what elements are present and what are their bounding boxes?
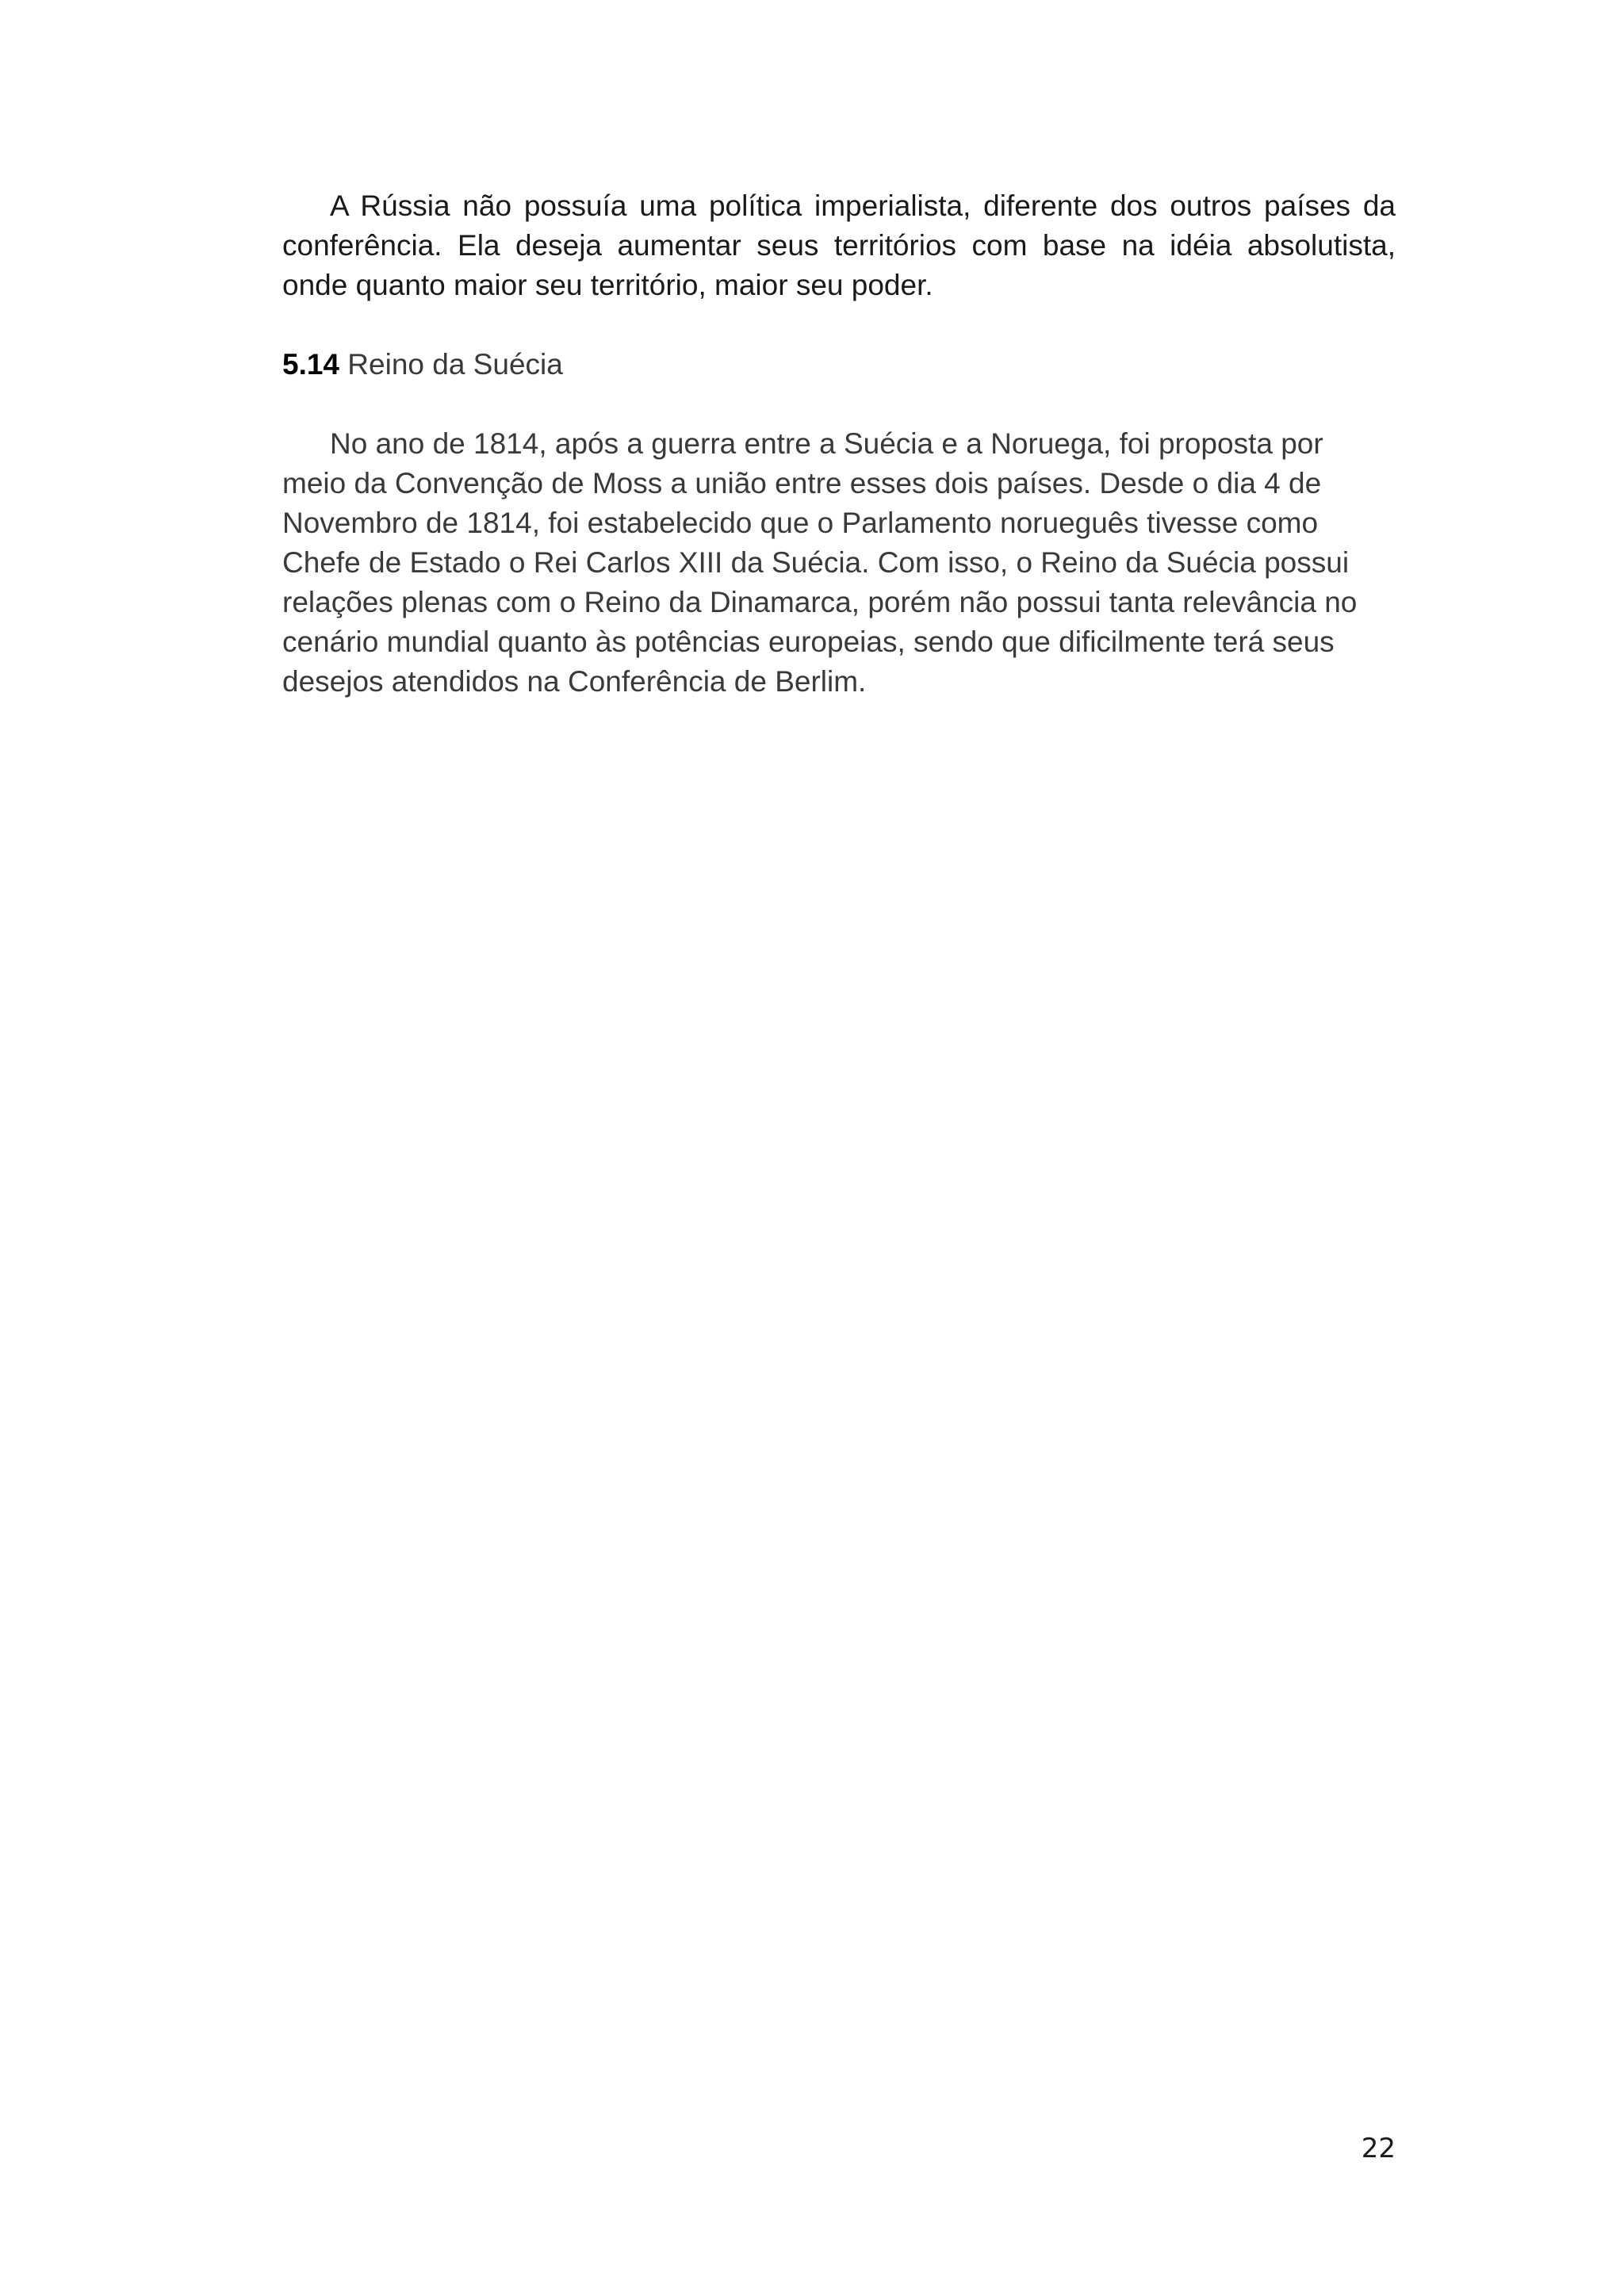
paragraph-russia: A Rússia não possuía uma política imperialista, diferente dos outros países da conferência. Ela deseja aumentar seus territórios com base na idéia absolutista, onde quanto maior seu território, maior seu poder. xyxy=(282,189,1396,301)
section-number: 5.14 xyxy=(282,348,340,381)
page-content xyxy=(282,186,1396,702)
section-heading xyxy=(282,345,1396,385)
paragraph-sweden: No ano de 1814, após a guerra entre a Suécia e a Noruega, foi proposta por meio da Convenção de Moss a união entre esses dois países. Desde o dia 4 de Novembro de 1814, foi estabelecido que o Parlamento norueguês tivesse como Chefe de Estado o Rei Carlos XIII da Suécia. Com isso, o Reino da Suécia possui relações plenas com o Reino da Dinamarca, porém não possui tanta relevância no cenário mundial quanto às potências europeias, sendo que dificilmente terá seus desejos atendidos na Conferência de Berlim. xyxy=(282,427,1358,698)
page-number: 22 xyxy=(1361,2133,1396,2164)
section-title: Reino da Suécia xyxy=(347,348,563,381)
